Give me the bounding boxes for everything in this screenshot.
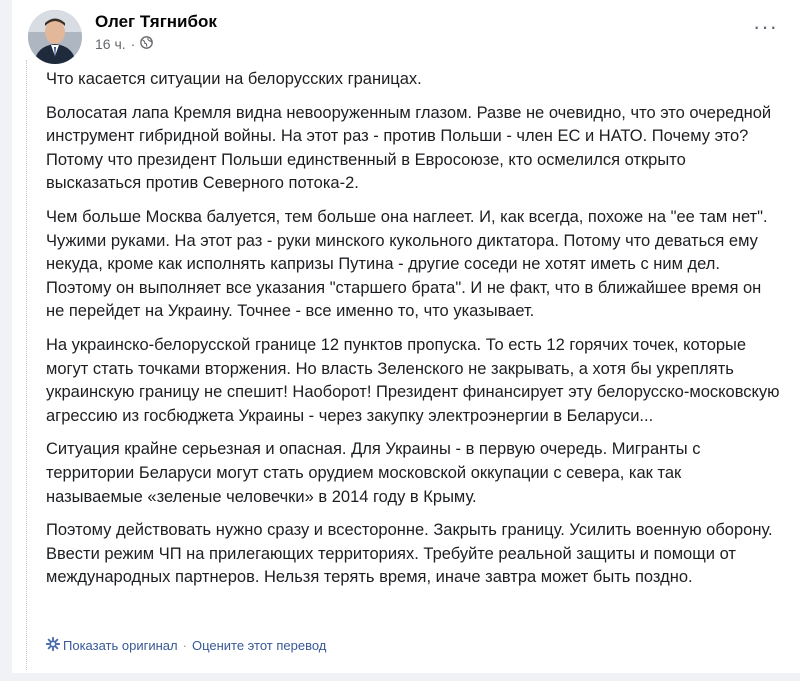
- post-timestamp[interactable]: 16 ч.: [95, 36, 126, 52]
- post-paragraph: Ситуация крайне серьезная и опасная. Для Украины - в первую очередь. Мигранты с территории Беларуси могут стать орудием московской оккупации с севера, как так называемые «зеленые человечки» в 2014 году в Крыму.: [46, 440, 701, 506]
- meta-separator: ·: [130, 36, 136, 52]
- rate-translation-link[interactable]: Оцените этот перевод: [191, 638, 327, 653]
- post-paragraph: На украинско-белорусской границе 12 пунктов пропуска. То есть 12 горячих точек, которые могут стать точками вторжения. Но власть Зеленского не закрывать, а хотя бы укреплять украинскую границу не спешит! Наоборот! Президент финансирует эту белорусско-московскую агрессию из госбюджета Украины - через закупку электроэнергии в Беларуси...: [46, 335, 780, 425]
- post-paragraph: Волосатая лапа Кремля видна невооруженным глазом. Разве не очевидно, что это очередной инструмент гибридной войны. На этот раз - против Польши - член ЕС и НАТО. Почему это? Потому что президент Польши единственный в Евросоюзе, кто осмелился открыто высказаться против Северного потока-2.: [46, 103, 772, 193]
- translation-divider: [26, 60, 28, 670]
- author-name[interactable]: Олег Тягнибок: [95, 12, 217, 31]
- post-paragraph: Поэтому действовать нужно сразу и всесторонне. Закрыть границу. Усилить военную оборону. Ввести режим ЧП на прилегающих территориях. Требуйте реальной защиты и помощи от международных партнеров. Нельзя терять время, иначе завтра может быть поздно.: [46, 521, 773, 587]
- post-bottom-edge: [12, 673, 800, 681]
- post-meta: [95, 36, 153, 52]
- facebook-post: [12, 0, 800, 681]
- page-background: [0, 0, 12, 681]
- post-text: [46, 68, 781, 600]
- avatar-photo: [28, 10, 82, 64]
- gear-icon: [46, 637, 60, 654]
- author-avatar[interactable]: [28, 10, 82, 64]
- footer-separator: ·: [182, 638, 187, 653]
- globe-icon: [140, 36, 153, 52]
- translation-footer: [46, 637, 326, 654]
- post-paragraph: Чем больше Москва балуется, тем больше она наглеет. И, как всегда, похоже на "ее там нет". Чужими руками. На этот раз - руки минского кукольного диктатора. Потому что деваться ему некуда, кроме как исполнять капризы Путина - другие соседи не хотят иметь с ним дел. Поэтому он выполняет все указания "старшего брата". И не факт, что в ближайшее время он не перейдет на Украину. Точнее - все именно то, что указывает.: [46, 207, 768, 321]
- more-options-icon[interactable]: ···: [753, 14, 778, 39]
- post-paragraph: Что касается ситуации на белорусских границах.: [46, 70, 422, 88]
- show-original-link[interactable]: Показать оригинал: [63, 638, 178, 653]
